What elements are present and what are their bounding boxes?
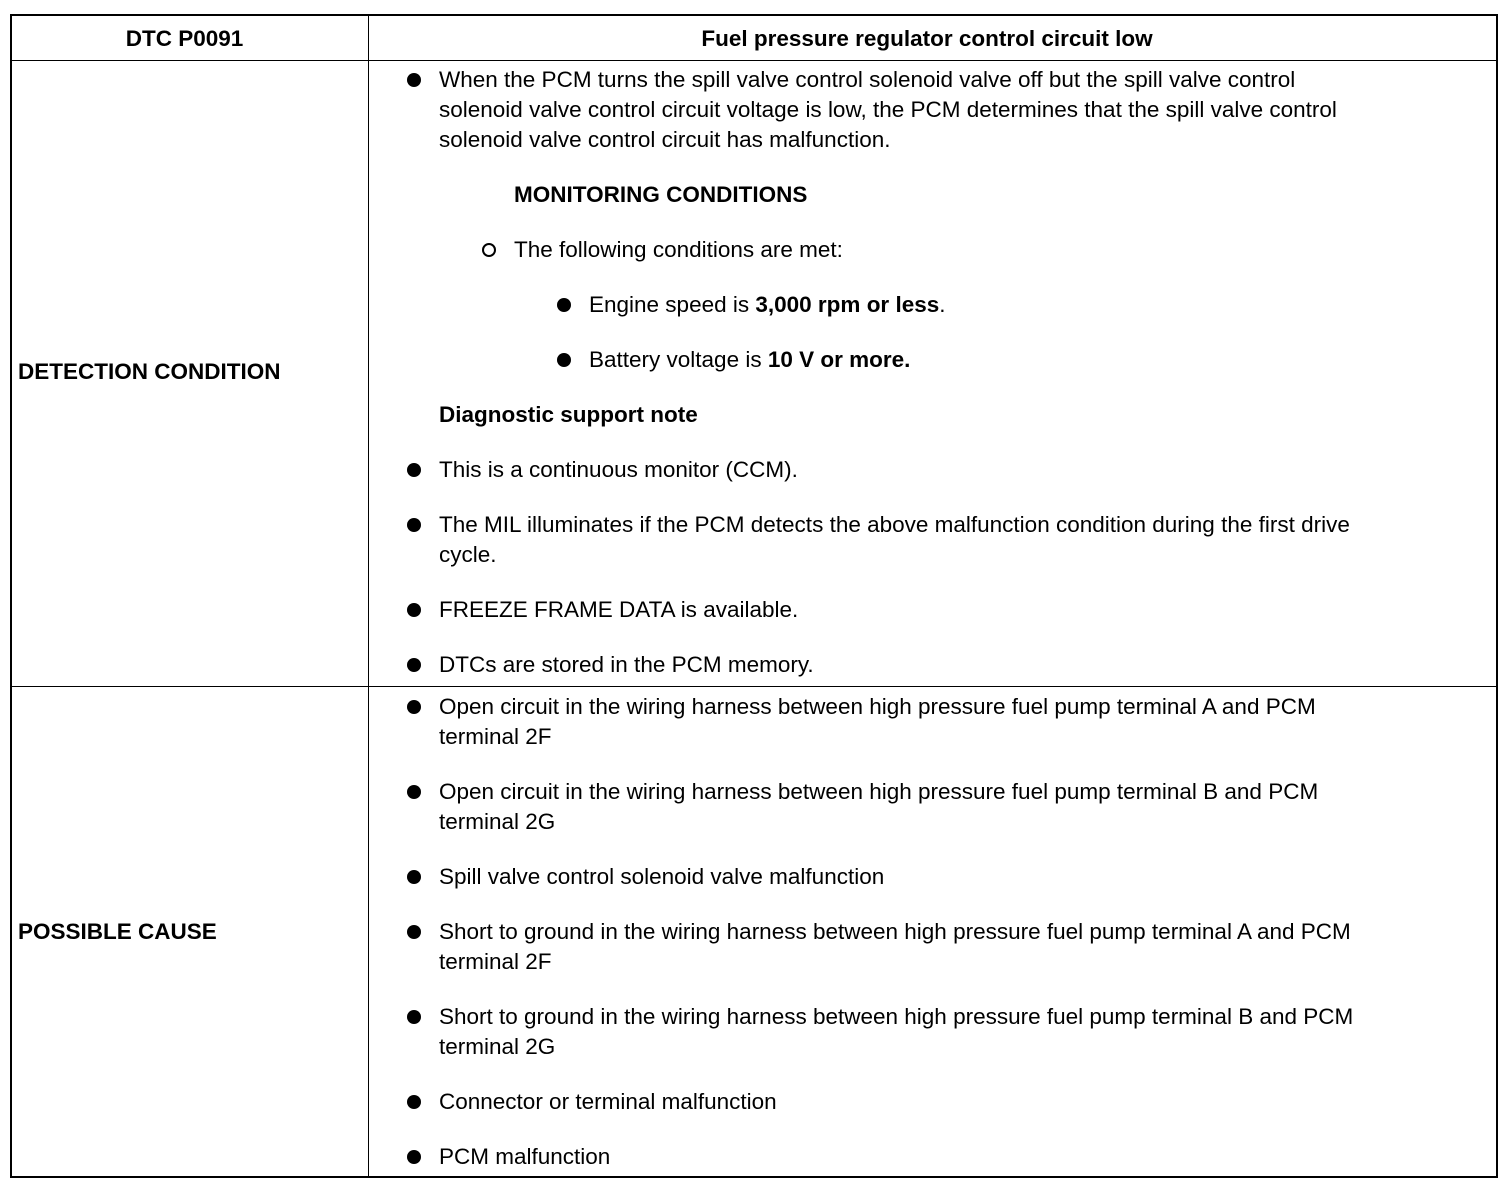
support-note-text: FREEZE FRAME DATA is available. bbox=[439, 597, 799, 622]
support-note-text: cycle. bbox=[439, 542, 497, 567]
cause-text: terminal 2F bbox=[439, 949, 552, 974]
detection-condition-label: DETECTION CONDITION bbox=[18, 359, 281, 384]
dtc-description-header: Fuel pressure regulator control circuit low bbox=[701, 26, 1153, 51]
bullet-icon bbox=[407, 603, 421, 617]
possible-cause-label: POSSIBLE CAUSE bbox=[18, 919, 217, 944]
cause-text: Short to ground in the wiring harness between high pressure fuel pump terminal A and PCM bbox=[439, 919, 1351, 944]
condition-text: Engine speed is 3,000 rpm or less. bbox=[589, 292, 946, 317]
cause-text: Short to ground in the wiring harness between high pressure fuel pump terminal B and PCM bbox=[439, 1004, 1354, 1029]
bullet-icon bbox=[557, 298, 571, 312]
bullet-icon bbox=[407, 925, 421, 939]
column-divider bbox=[368, 16, 369, 1176]
bullet-icon bbox=[407, 870, 421, 884]
bullet-icon bbox=[407, 518, 421, 532]
cause-text: Open circuit in the wiring harness between high pressure fuel pump terminal B and PCM bbox=[439, 779, 1319, 804]
cause-text: PCM malfunction bbox=[439, 1144, 611, 1169]
detection-text-line: solenoid valve control circuit voltage is low, the PCM determines that the spill valve control bbox=[439, 97, 1337, 122]
bullet-icon bbox=[407, 463, 421, 477]
hollow-bullet-icon bbox=[482, 243, 496, 257]
support-note-text: The MIL illuminates if the PCM detects the above malfunction condition during the first drive bbox=[439, 512, 1350, 537]
bullet-icon bbox=[407, 1150, 421, 1164]
bullet-icon bbox=[407, 73, 421, 87]
support-note-text: This is a continuous monitor (CCM). bbox=[439, 457, 798, 482]
cause-text: Connector or terminal malfunction bbox=[439, 1089, 777, 1114]
bullet-icon bbox=[407, 785, 421, 799]
bullet-icon bbox=[407, 658, 421, 672]
detection-text-line: solenoid valve control circuit has malfunction. bbox=[439, 127, 891, 152]
detection-text-line: When the PCM turns the spill valve control solenoid valve off but the spill valve control bbox=[439, 67, 1296, 92]
cause-text: Spill valve control solenoid valve malfunction bbox=[439, 864, 885, 889]
bullet-icon bbox=[407, 1010, 421, 1024]
header-divider bbox=[12, 60, 1496, 61]
cause-text: terminal 2F bbox=[439, 724, 552, 749]
bullet-icon bbox=[407, 700, 421, 714]
cause-text: Open circuit in the wiring harness between high pressure fuel pump terminal A and PCM bbox=[439, 694, 1316, 719]
support-note-text: DTCs are stored in the PCM memory. bbox=[439, 652, 814, 677]
condition-text: Battery voltage is 10 V or more. bbox=[589, 347, 911, 372]
diagnostic-support-heading: Diagnostic support note bbox=[439, 402, 698, 427]
bullet-icon bbox=[557, 353, 571, 367]
monitoring-conditions-heading: MONITORING CONDITIONS bbox=[514, 182, 808, 207]
cause-text: terminal 2G bbox=[439, 1034, 556, 1059]
cause-text: terminal 2G bbox=[439, 809, 556, 834]
bullet-icon bbox=[407, 1095, 421, 1109]
dtc-code-header: DTC P0091 bbox=[125, 26, 244, 51]
row-divider bbox=[12, 686, 1496, 687]
sub-bullet-text: The following conditions are met: bbox=[514, 237, 843, 262]
